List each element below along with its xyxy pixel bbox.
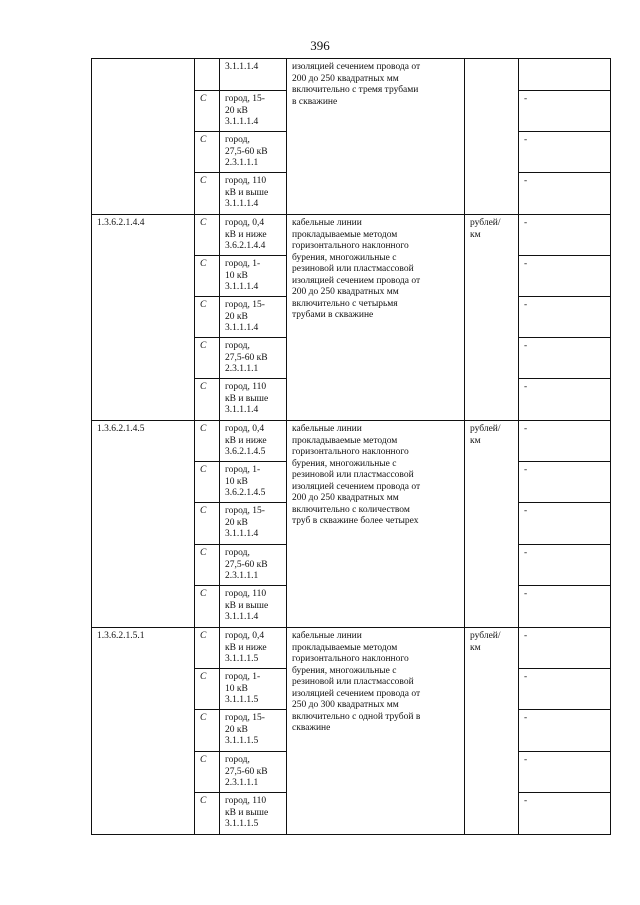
category-letter-cell: С: [195, 503, 220, 545]
category-letter-cell: [195, 59, 220, 91]
text-line: 3.1.1.1.4: [225, 612, 259, 622]
text-line: город, 110: [225, 382, 267, 392]
value-cell: -: [519, 173, 611, 215]
category-letter-cell: С: [195, 710, 220, 752]
value-cell: -: [519, 421, 611, 462]
category-letter-cell: С: [195, 752, 220, 793]
value-cell: -: [519, 91, 611, 132]
tariff-table-body: [92, 59, 611, 835]
region-voltage-cell: [220, 256, 287, 297]
text-line: город, 15-: [225, 506, 265, 516]
text-line: 20 кВ: [225, 517, 248, 528]
category-letter-cell: С: [195, 545, 220, 586]
value-cell: -: [519, 379, 611, 421]
text-line: кВ и ниже: [225, 435, 267, 446]
region-voltage-cell: [220, 793, 287, 835]
text-line: город, 15-: [225, 94, 265, 104]
text-line: 3.1.1.1.5: [225, 736, 259, 746]
text-line: 20 кВ: [225, 311, 248, 322]
text-line: горизонтального наклонного: [292, 654, 409, 664]
value-cell: -: [519, 297, 611, 338]
text-line: 2.3.1.1.1: [225, 364, 259, 374]
value-cell: -: [519, 338, 611, 379]
text-line: кабельные линии: [292, 218, 362, 228]
region-voltage-cell: [220, 91, 287, 132]
text-line: город,: [225, 548, 250, 558]
category-letter-cell: С: [195, 173, 220, 215]
text-line: 27,5-60 кВ: [225, 146, 268, 157]
value-cell: -: [519, 669, 611, 710]
value-cell: -: [519, 793, 611, 835]
text-line: 3.1.1.1.4: [225, 62, 259, 72]
text-line: кабельные линии: [292, 424, 362, 434]
text-line: бурения, многожильные с: [292, 665, 397, 676]
value-cell: -: [519, 132, 611, 173]
category-letter-cell: С: [195, 297, 220, 338]
text-line: 3.1.1.1.5: [225, 654, 259, 664]
text-line: 20 кВ: [225, 105, 248, 116]
text-line: кВ и выше: [225, 807, 269, 818]
text-line: кабельные линии: [292, 631, 362, 641]
text-line: 2.3.1.1.1: [225, 158, 259, 168]
text-line: включительно с количеством: [292, 504, 410, 515]
text-line: кВ и выше: [225, 600, 269, 611]
text-line: кВ и ниже: [225, 642, 267, 653]
text-line: включительно с одной трубой в: [292, 711, 421, 722]
region-voltage-cell: [220, 586, 287, 628]
text-line: трубами в скважине: [292, 310, 374, 320]
text-line: город,: [225, 755, 250, 765]
item-code-cell: 1.3.6.2.1.5.1: [92, 628, 195, 835]
text-line: включительно с четырьмя: [292, 298, 398, 309]
text-line: 3.1.1.1.4: [225, 405, 259, 415]
category-letter-cell: С: [195, 669, 220, 710]
text-line: город, 110: [225, 796, 267, 806]
value-cell: -: [519, 545, 611, 586]
text-line: 3.1.1.1.5: [225, 819, 259, 829]
text-line: город,: [225, 341, 250, 351]
text-line: изоляцией сечением провода от: [292, 481, 421, 492]
text-line: 2.3.1.1.1: [225, 778, 259, 788]
text-line: кВ и выше: [225, 187, 269, 198]
text-line: бурения, многожильные с: [292, 458, 397, 469]
item-code-cell: 1.3.6.2.1.4.4: [92, 215, 195, 421]
value-cell: -: [519, 256, 611, 297]
text-line: изоляцией сечением провода от: [292, 275, 421, 286]
text-line: 27,5-60 кВ: [225, 352, 268, 363]
item-code-cell: 1.3.6.2.1.4.5: [92, 421, 195, 628]
table-row: [92, 59, 611, 91]
text-line: 200 до 250 квадратных мм: [292, 493, 399, 503]
region-voltage-cell: [220, 379, 287, 421]
text-line: прокладываемые методом: [292, 229, 398, 240]
value-cell: -: [519, 462, 611, 503]
text-line: скважине: [292, 723, 331, 733]
region-voltage-cell: [220, 503, 287, 545]
value-cell: -: [519, 503, 611, 545]
category-letter-cell: С: [195, 628, 220, 669]
text-line: кВ и ниже: [225, 229, 267, 240]
text-line: город,: [225, 135, 250, 145]
unit-cell: рублей/ км: [465, 215, 519, 421]
text-line: 27,5-60 кВ: [225, 559, 268, 570]
text-line: прокладываемые методом: [292, 642, 398, 653]
region-voltage-cell: [220, 338, 287, 379]
text-line: резиновой или пластмассовой: [292, 470, 414, 480]
text-line: город, 0,4: [225, 424, 265, 434]
text-line: город, 1-: [225, 465, 261, 475]
text-line: в скважине: [292, 96, 338, 107]
text-line: 27,5-60 кВ: [225, 766, 268, 777]
text-line: резиновой или пластмассовой: [292, 677, 414, 687]
value-cell: -: [519, 710, 611, 752]
region-voltage-cell: [220, 462, 287, 503]
text-line: 10 кВ: [225, 476, 248, 487]
unit-cell: [465, 59, 519, 215]
text-line: 3.1.1.1.4: [225, 529, 259, 539]
text-line: 20 кВ: [225, 724, 248, 735]
value-cell: -: [519, 586, 611, 628]
value-cell: -: [519, 752, 611, 793]
text-line: изоляцией сечением провода от: [292, 688, 421, 699]
category-letter-cell: С: [195, 256, 220, 297]
text-line: прокладываемые методом: [292, 435, 398, 446]
text-line: 200 до 250 квадратных мм: [292, 73, 399, 84]
region-voltage-cell: [220, 752, 287, 793]
description-cell: [287, 421, 465, 628]
table-row: [92, 628, 611, 669]
text-line: город, 0,4: [225, 218, 265, 228]
text-line: 3.1.1.1.4: [225, 199, 259, 209]
text-line: 10 кВ: [225, 270, 248, 281]
text-line: город, 1-: [225, 259, 261, 269]
text-line: горизонтального наклонного: [292, 241, 409, 251]
region-voltage-cell: [220, 628, 287, 669]
description-cell: [287, 628, 465, 835]
category-letter-cell: С: [195, 793, 220, 835]
region-voltage-cell: [220, 297, 287, 338]
region-voltage-cell: [220, 669, 287, 710]
text-line: 3.1.1.1.4: [225, 282, 259, 292]
text-line: 10 кВ: [225, 683, 248, 694]
description-cell: [287, 215, 465, 421]
region-voltage-cell: [220, 545, 287, 586]
text-line: горизонтального наклонного: [292, 447, 409, 457]
text-line: 3.1.1.1.4: [225, 323, 259, 333]
text-line: город, 15-: [225, 300, 265, 310]
table-row: [92, 421, 611, 462]
unit-cell: рублей/ км: [465, 421, 519, 628]
text-line: изоляцией сечением провода от: [292, 62, 421, 72]
unit-cell: рублей/ км: [465, 628, 519, 835]
text-line: город, 1-: [225, 672, 261, 682]
category-letter-cell: С: [195, 91, 220, 132]
region-voltage-cell: [220, 215, 287, 256]
region-voltage-cell: [220, 710, 287, 752]
tariff-table: [91, 58, 611, 835]
text-line: бурения, многожильные с: [292, 252, 397, 263]
text-line: 200 до 250 квадратных мм: [292, 287, 399, 297]
region-voltage-cell: [220, 173, 287, 215]
text-line: 250 до 300 квадратных мм: [292, 700, 399, 710]
region-voltage-cell: [220, 132, 287, 173]
value-cell: -: [519, 628, 611, 669]
text-line: включительно с тремя трубами: [292, 85, 419, 95]
category-letter-cell: С: [195, 132, 220, 173]
category-letter-cell: С: [195, 421, 220, 462]
text-line: 3.6.2.1.4.4: [225, 241, 266, 251]
item-code-cell: [92, 59, 195, 215]
text-line: труб в скважине более четырех: [292, 516, 419, 526]
text-line: город, 110: [225, 176, 267, 186]
text-line: город, 0,4: [225, 631, 265, 641]
text-line: город, 15-: [225, 713, 265, 723]
value-cell: -: [519, 215, 611, 256]
region-voltage-cell: [220, 421, 287, 462]
category-letter-cell: С: [195, 215, 220, 256]
category-letter-cell: С: [195, 462, 220, 503]
value-cell: [519, 59, 611, 91]
table-row: [92, 215, 611, 256]
text-line: резиновой или пластмассовой: [292, 264, 414, 274]
text-line: 3.6.2.1.4.5: [225, 447, 266, 457]
text-line: 3.6.2.1.4.5: [225, 488, 266, 498]
description-cell: [287, 59, 465, 215]
category-letter-cell: С: [195, 338, 220, 379]
region-voltage-cell: [220, 59, 287, 91]
category-letter-cell: С: [195, 586, 220, 628]
text-line: 3.1.1.1.5: [225, 695, 259, 705]
text-line: 2.3.1.1.1: [225, 571, 259, 581]
text-line: город, 110: [225, 589, 267, 599]
text-line: кВ и выше: [225, 393, 269, 404]
text-line: 3.1.1.1.4: [225, 117, 259, 127]
page-number: 396: [310, 38, 330, 53]
category-letter-cell: С: [195, 379, 220, 421]
